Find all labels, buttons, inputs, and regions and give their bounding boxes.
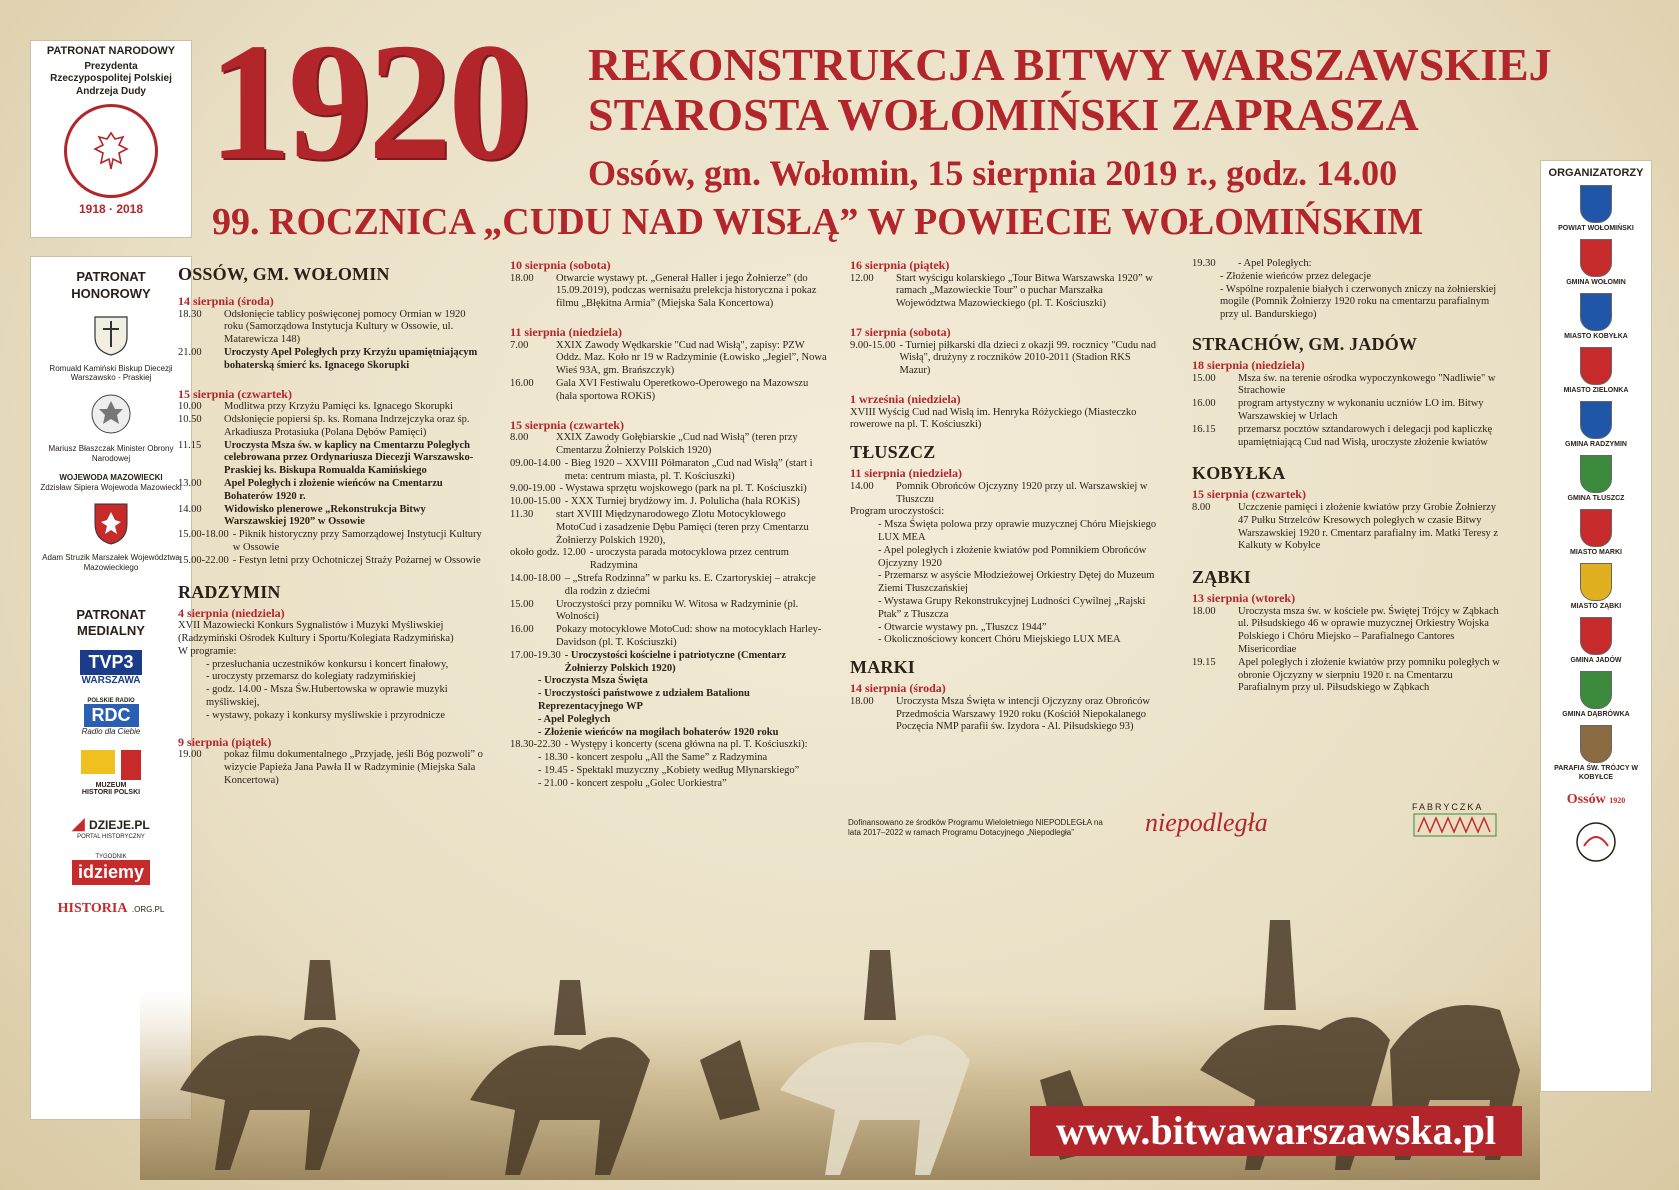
event-row (510, 739, 828, 752)
national-patronage-box (30, 40, 192, 238)
event-time: 18.00 (510, 272, 534, 284)
radzymin-text-1: XVII Mazowiecki Konkurs Sygnalistów i Muzyki Myśliwskiej (Radzymiński Ośrodek Kultury i Sportu/Kolegiata Radzymińska) (178, 620, 454, 644)
event-time: 09.00-14.00 (510, 457, 561, 469)
event-time: około godz. 12.00 (510, 547, 586, 559)
event-text: Apel Poległych i złożenie wieńców na Cmentarzu Bohaterów 1920 r. (224, 477, 443, 502)
date-heading: 18 sierpnia (niedziela) (1192, 357, 1305, 372)
organizer-name: GMINA DĄBRÓWKA (1562, 711, 1630, 719)
list-item: - Przemarsz w asyście Młodzieżowej Orkiestry Dętej do Muzeum Ziemi Tłuszczańskiej (878, 570, 1155, 595)
event-text: - Bieg 1920 – XXVIII Półmaraton „Cud nad Wisłą” (start i meta: centrum miasta, pl. T. Kościuszki) (564, 457, 813, 482)
event-row (178, 401, 484, 414)
media-patronage-title (31, 607, 191, 641)
event-text: - Piknik historyczny przy Samorządowej Instytucji Kultury w Ossowie (232, 529, 482, 553)
coat-of-arms-icon (1580, 617, 1612, 655)
organizer-item (1541, 725, 1651, 781)
event-row (850, 340, 1160, 378)
event-list (1192, 502, 1502, 553)
event-row (510, 496, 828, 509)
event-list (510, 739, 828, 752)
event-time: 18.30 (178, 308, 202, 320)
event-list (1192, 606, 1502, 696)
patronage-title: PATRONAT NARODOWY (46, 45, 176, 57)
date-heading: 4 sierpnia (niedziela) (178, 605, 285, 620)
patron-line-3: Andrzeja Dudy (75, 85, 146, 97)
organizer-name: GMINA WOŁOMIN (1566, 279, 1626, 287)
ceremony-list (510, 675, 828, 739)
event-row (178, 347, 484, 373)
organizer-item (1541, 185, 1651, 233)
event-text: - Uroczystości kościelne i patriotyczne (Cmentarz Żołnierzy Polskich 1920) (564, 649, 786, 674)
event-text: przemarsz pocztów sztandarowych i delegacji pod kapliczkę upamiętniającą Cud nad Wisłą, uroczyste złożenie kwiatów (1238, 423, 1493, 448)
coat-of-arms-icon (1580, 293, 1612, 331)
list-item: - 18.30 - koncert zespołu „All the Same” z Radzymina (538, 752, 768, 764)
patron-line-2: Rzeczypospolitej Polskiej (50, 73, 172, 85)
organizer-name: PARAFIA ŚW. TRÓJCY W KOBYŁCE (1554, 765, 1638, 781)
event-text: - Festyn letni przy Ochotniczej Straży Pożarnej w Ossowie (232, 554, 481, 566)
organizer-name: MIASTO ZĄBKI (1570, 603, 1622, 611)
date-heading: 1 września (niedziela) (850, 392, 961, 407)
event-text: Uroczystości przy pomniku W. Witosa w Radzyminie (pl. Wolności) (556, 598, 799, 623)
ossow-logo (1541, 792, 1651, 808)
schedule-column-1 (178, 258, 484, 788)
muzeum-p-icon (121, 750, 141, 780)
event-text: - Apel Poległych: (1238, 258, 1312, 269)
organizer-name: MIASTO MARKI (1570, 549, 1622, 557)
event-text: Modlitwa przy Krzyżu Pamięci ks. Ignacego Skorupki (224, 401, 453, 413)
event-list (510, 432, 828, 675)
media-title-1: PATRONAT (76, 606, 146, 622)
program-list (850, 519, 1160, 647)
event-row (510, 432, 828, 458)
organizer-item (1541, 671, 1651, 719)
event-text: - XXX Turniej brydżowy im. J. Polulicha (hala ROKiS) (564, 496, 800, 508)
list-item: - Złożenie wieńców na mogiłach bohaterów 1920 roku (538, 726, 779, 738)
diocese-coat-of-arms-icon (89, 311, 133, 357)
apel-list (1192, 271, 1502, 322)
ministry-defence-eagle-icon (89, 391, 133, 437)
event-text: Apel poległych i złożenie kwiatów przy pomniku poległych w obronie Ojczyzny w sierpniu 1920 r. na Cmentarzu Parafialnym przy ul. Piłsudskiego w Ząbkach (1238, 656, 1500, 694)
event-row (510, 624, 828, 650)
independence-centenary-seal (64, 104, 158, 198)
event-list (178, 401, 484, 567)
event-time: 10.00-15.00 (510, 496, 561, 508)
date-heading: 11 sierpnia (niedziela) (510, 325, 622, 340)
list-item: - Wspólne rozpalenie białych i czerwonych zniczy na żołnierskiej mogile (Pomnik Żołnierzy 1920 roku na cmentarzu parafialnym przy ul. Bandurskiego) (1220, 283, 1497, 321)
funding-note: Dofinansowano ze środków Programu Wieloletniego NIEPODLEGŁA na lata 2017–2022 w ramach Programu Dotacyjnego „Niepodległa” (848, 818, 1103, 838)
fabryczka-logo (1412, 802, 1498, 840)
radzymin-item: - wystawy, pokazy i konkursy myśliwskie i przyrodnicze (206, 709, 446, 721)
event-text: XXIX Zawody Gołębiarskie „Cud nad Wisłą” (teren przy Cmentarzu Żołnierzy Polskich 1920) (556, 432, 798, 457)
list-item: - Uroczystości państwowe z udziałem Batalionu Reprezentacyjnego WP (538, 688, 750, 712)
event-time: 19.30 (1192, 258, 1216, 269)
event-time: 8.00 (510, 432, 529, 444)
muzeum-mark-icon (81, 750, 115, 774)
event-list (178, 749, 484, 787)
event-text: Pomnik Obrońców Ojczyzny 1920 przy ul. Warszawskiej w Tłuszczu (896, 480, 1148, 505)
rdc-logo (31, 698, 191, 736)
event-time: 15.00 (510, 598, 534, 610)
fabryczka-text: FABRYCZKA (1412, 802, 1484, 812)
event-list (1192, 373, 1502, 450)
event-row (510, 573, 828, 599)
event-time: 14.00 (178, 503, 202, 515)
concert-list (510, 752, 828, 790)
event-text: - Występy i koncerty (scena główna na pl. T. Kościuszki): (564, 739, 808, 751)
coat-of-arms-icon (1580, 563, 1612, 601)
date-heading: 9 sierpnia (piątek) (178, 734, 272, 749)
event-row (178, 749, 484, 787)
event-list (1192, 258, 1502, 271)
title-line-2: STAROSTA WOŁOMIŃSKI ZAPRASZA (588, 88, 1419, 140)
fabryczka-pattern-icon (1412, 812, 1498, 838)
event-text: - Turniej piłkarski dla dzieci z okazji 99. rocznicy "Cudu nad Wisłą", drużyny z roczników 2010-2011 (Stadion RKS Mazur) (899, 339, 1157, 377)
event-row (1192, 502, 1502, 553)
date-heading: 11 sierpnia (niedziela) (850, 466, 962, 481)
date-heading: 15 sierpnia (czwartek) (510, 417, 624, 432)
event-text: Otwarcie wystawy pt. „Generał Haller i jego Żołnierze” (do 15.09.2019), podczas wernisażu prelekcja historyczna i pokaz filmu „Błękitna Armia” (Miejska Sala Koncertowa) (556, 272, 817, 310)
rdc-text: RDC (84, 704, 139, 727)
event-row (178, 529, 484, 555)
list-item: - 21.00 - koncert zespołu „Golec Uorkiestra” (538, 777, 727, 789)
event-text: Uczczenie pamięci i złożenie kwiatów przy Grobie Żołnierzy 47 Pułku Strzelców Kresowych poległych w czasie Bitwy Warszawskiej 1920 r. Cmentarz parafialny im. Matki Teresy z Kalkuty w Kobyłce (1238, 501, 1499, 552)
organizer-item (1541, 293, 1651, 341)
event-text: Uroczysty Apel Poległych przy Krzyżu upamiętniającym bohaterską śmierć ks. Ignacego Skorupki (224, 346, 478, 371)
ossow-text: Ossów (1566, 791, 1606, 807)
main-title (588, 40, 1552, 139)
section-radzymin: RADZYMIN (178, 581, 281, 602)
dzieje-sub: PORTAL HISTORYCZNY (77, 834, 145, 841)
event-row (510, 483, 828, 496)
section-ossow: OSSÓW, GM. WOŁOMIN (178, 264, 390, 284)
event-place-date: Ossów, gm. Wołomin, 15 sierpnia 2019 r., godz. 14.00 (588, 153, 1398, 193)
event-text: Odsłonięcie tablicy poświęconej pomocy Ormian w 1920 roku (Samorządowa Instytucja Kultury w Ossowie, ul. Matarewicza 148) (224, 308, 466, 346)
patron-line-1: Prezydenta (84, 60, 138, 72)
event-text: Pokazy motocyklowe MotoCud: show na motocyklach Harley-Davidson (pl. T. Kościuszki) (556, 624, 822, 648)
organizers-title: ORGANIZATORZY (1548, 167, 1644, 179)
organizer-name: GMINA JADÓW (1570, 657, 1622, 665)
event-time: 16.00 (1192, 398, 1216, 410)
event-row (1192, 373, 1502, 399)
radzymin-item: - godz. 14.00 - Msza Św.Hubertowska w oprawie muzyki myśliwskiej, (206, 684, 448, 708)
date-heading: 16 sierpnia (piątek) (850, 258, 950, 272)
event-row (510, 340, 828, 378)
date-heading: 14 sierpnia (środa) (178, 293, 274, 308)
radzymin-item: - przesłuchania uczestników konkursu i koncert finałowy, (206, 658, 449, 670)
event-time: 21.00 (178, 346, 202, 358)
organizer-item (1541, 401, 1651, 449)
bishop-caption: Romuald Kamiński Biskup Diecezji Warszawsko - Praskiej (49, 363, 173, 383)
event-row (178, 555, 484, 568)
dzieje-text: DZIEJE.PL (89, 818, 150, 833)
event-text: – „Strefa Rodzinna” w parku ks. E. Czartoryskiej – atrakcje dla rodzin z dziećmi (564, 573, 816, 597)
date-heading: 17 sierpnia (sobota) (850, 325, 951, 340)
date-heading: 13 sierpnia (wtorek) (1192, 591, 1296, 606)
event-text: Gala XVI Festiwalu Operetkowo-Operowego na Mazowszu (hala sportowa ROKiS) (556, 378, 809, 402)
historia-text: HISTORIA (57, 901, 128, 917)
event-text: pokaz filmu dokumentalnego „Przyjadę, jeśli Bóg pozwoli” o wizycie Papieża Jana Pawła II w Radzyminie (Miejska Sala Koncertowa) (224, 749, 483, 786)
event-time: 15.00-22.00 (178, 554, 229, 566)
event-list (850, 273, 1160, 311)
event-time: 19.15 (1192, 656, 1216, 668)
event-text: - Wystawa sprzętu wojskowego (park na pl. T. Kościuszki) (559, 483, 807, 495)
event-row (178, 309, 484, 347)
coat-of-arms-icon (1580, 239, 1612, 277)
mazovia-coat-of-arms-icon (89, 500, 133, 546)
list-item: - Msza Święta polowa przy oprawie muzycznej Chóru Miejskiego LUX MEA (878, 519, 1157, 544)
event-time: 14.00-18.00 (510, 573, 561, 585)
event-time: 9.00-19.00 (510, 483, 556, 495)
event-text: Start wyścigu kolarskiego „Tour Bitwa Warszawska 1920” w ramach „Mazowieckie Tour” o puchar Marszałka Województwa Mazowieckiego (pl. T. Kościuszki) (896, 272, 1153, 310)
event-time: 8.00 (1192, 501, 1211, 513)
eagle-icon (91, 129, 131, 173)
organizer-item (1541, 509, 1651, 557)
date-heading: 15 sierpnia (czwartek) (1192, 487, 1306, 502)
section-tluszcz: TŁUSZCZ (850, 442, 936, 463)
organizer-item (1541, 455, 1651, 503)
event-time: 14.00 (850, 480, 874, 492)
event-time: 10.00 (178, 401, 202, 413)
organizer-item (1541, 563, 1651, 611)
event-row (178, 440, 484, 478)
event-time: 16.00 (510, 378, 534, 390)
event-text: Odsłonięcie popiersi śp. ks. Romana Indrzejczyka oraz śp. Arkadiusza Protasiuka (Polana Dębów Pamięci) (224, 413, 470, 438)
historia-sub: .ORG.PL (131, 905, 165, 915)
event-row (510, 378, 828, 404)
radzymin-text-2: W programie: (178, 645, 237, 657)
event-row (510, 650, 828, 676)
organizer-name: GMINA TŁUSZCZ (1567, 495, 1625, 503)
event-row (1192, 398, 1502, 424)
date-heading: 10 sierpnia (sobota) (510, 258, 611, 272)
event-time: 7.00 (510, 339, 529, 351)
list-item: - Uroczysta Msza Święta (538, 675, 648, 687)
coat-of-arms-icon (1580, 185, 1612, 223)
event-row (1192, 424, 1502, 450)
muzeum-logo (31, 750, 191, 780)
organizer-name: MIASTO KOBYŁKA (1564, 333, 1628, 341)
section-strachow: STRACHÓW, GM. JADÓW (1192, 333, 1418, 354)
event-text: Widowisko plenerowe „Rekonstrukcja Bitwy Warszawskiej 1920” w Ossowie (224, 503, 426, 528)
event-text: XXIX Zawody Wędkarskie "Cud nad Wisłą", zapisy: PZW Oddz. Maz. Koło nr 19 w Radzyminie (Łowisko „Jegiel”, Nowa Wieś 93A, gm. Brańszczyk) (556, 339, 827, 377)
schedule-column-4 (1192, 258, 1502, 695)
event-row (850, 273, 1160, 311)
dzieje-logo: ◢ DZIEJE.PL PORTAL HISTORYCZNY (31, 814, 191, 840)
voivode-head: WOJEWODA MAZOWIECKI (59, 473, 163, 483)
organizer-item (1541, 239, 1651, 287)
event-row (850, 696, 1160, 734)
reconstruction-group-badge-icon (1574, 820, 1618, 864)
section-kobylka: KOBYŁKA (1192, 463, 1286, 484)
radzymin-item: - uroczysty przemarsz do kolegiaty radzymińskiej (206, 671, 416, 683)
list-item: - Otwarcie wystawy pn. „Tłuszcz 1944” (878, 621, 1047, 633)
event-list (510, 340, 828, 404)
tvp3-sub: WARSZAWA (81, 675, 141, 687)
honorary-patronage-title (31, 269, 191, 303)
centenary-years: 1918 · 2018 (78, 202, 144, 217)
event-row (178, 504, 484, 530)
organizers-sidebar (1540, 160, 1652, 1092)
event-time: 18.30-22.30 (510, 739, 561, 751)
event-text: start XVIII Międzynarodowego Zlotu Motocyklowego MotoCud i zasadzenie Dębu Pamięci (teren przy Cmentarzu Żołnierzy Polskich 1920), (556, 509, 809, 546)
coat-of-arms-icon (1580, 671, 1612, 709)
event-row (1192, 606, 1502, 657)
tvp3-logo (31, 650, 191, 686)
section-marki: MARKI (850, 657, 915, 678)
muzeum-text: MUZEUM HISTORII POLSKI (81, 782, 141, 797)
event-time: 9.00-15.00 (850, 339, 896, 351)
event-row (850, 481, 1160, 507)
event-text: Uroczysta Msza św. w kaplicy na Cmentarzu Poległych celebrowana przez Ordynariusza Diecezji Warszawsko-Praskiej ks. Biskupa Romualda Kamińskiego (224, 439, 474, 477)
schedule-column-2 (510, 258, 828, 791)
marshal-caption: Adam Struzik Marszałek Województwa Mazowieckiego (42, 553, 180, 572)
anniversary-title: 99. ROCZNICA „CUDU NAD WISŁĄ” W POWIECIE WOŁOMIŃSKIM (212, 201, 1424, 243)
idziemy-top: TYGODNIK (95, 854, 127, 861)
organizer-name: POWIAT WOŁOMIŃSKI (1558, 225, 1634, 232)
section-zabki: ZĄBKI (1192, 567, 1252, 588)
coat-of-arms-icon (1580, 509, 1612, 547)
event-row (1192, 258, 1502, 271)
list-item: - Wystawa Grupy Rekonstrukcyjnej Ludności Cywilnej „Rajski Ptak” z Tłuszcza (878, 596, 1146, 620)
event-time: 10.50 (178, 413, 202, 425)
event-row (178, 478, 484, 504)
list-item: - 19.45 - Spektakl muzyczny „Kobiety według Młynarskiego” (538, 764, 800, 776)
date-heading: 15 sierpnia (czwartek) (178, 386, 292, 401)
coat-of-arms-icon (1580, 347, 1612, 385)
honor-title-2: HONOROWY (71, 285, 151, 301)
event-time: 12.00 (850, 272, 874, 284)
organizer-name: MIASTO ZIELONKA (1563, 387, 1629, 395)
event-text: Uroczysta msza św. w kościele pw. Świętej Trójcy w Ząbkach ul. Piłsudskiego 46 w oprawie muzycznej Orkiestry Wojska Polskiego i Chóru Miejsko – Parafialnego Cantores Misericordiae (1238, 605, 1499, 656)
event-list (850, 696, 1160, 734)
event-text: - uroczysta parada motocyklowa przez centrum Radzymina (589, 547, 789, 572)
year-title: 1920 (208, 9, 528, 195)
event-row (510, 599, 828, 625)
event-time: 15.00-18.00 (178, 529, 229, 541)
program-label: Program uroczystości: (850, 506, 945, 518)
ossow-year: 1920 (1609, 795, 1626, 805)
organizer-item (1541, 617, 1651, 665)
coat-of-arms-icon (1580, 725, 1612, 763)
tvp3-text: TVP3 (80, 650, 141, 675)
honor-title-1: PATRONAT (76, 269, 146, 284)
list-item: - Złożenie wieńców przez delegacje (1220, 270, 1371, 282)
event-time: 15.00 (1192, 372, 1216, 384)
event-time: 16.15 (1192, 423, 1216, 435)
event-list (178, 309, 484, 373)
media-title-2: MEDIALNY (77, 623, 145, 639)
organizers-list (1541, 185, 1651, 782)
event-time: 13.00 (178, 477, 202, 489)
event-text: Uroczysta Msza Święta w intencji Ojczyzny oraz Obrońców Przedmościa Warszawy 1920 roku (Kościół Niepokalanego Poczęcia NMP parafii św. Izydora - Al. Piłsudskiego 93) (896, 695, 1150, 733)
event-list (510, 273, 828, 311)
event-time: 18.00 (1192, 605, 1216, 617)
event-row (510, 273, 828, 311)
list-item: - Okolicznościowy koncert Chóru Miejskiego LUX MEA (878, 634, 1121, 646)
organizer-item (1541, 347, 1651, 395)
event-time: 18.00 (850, 695, 874, 707)
event-text: program artystyczny w wykonaniu uczniów LO im. Bitwy Warszawskiej w Urlach (1238, 398, 1484, 422)
title-line-1: REKONSTRUKCJA BITWY WARSZAWSKIEJ (588, 39, 1552, 90)
event-row (178, 414, 484, 440)
event-row (510, 509, 828, 547)
list-item: - Apel Poległych (538, 713, 611, 725)
event-list (850, 340, 1160, 378)
event-time: 17.00-19.30 (510, 649, 561, 661)
minister-caption: Mariusz Błaszczak Minister Obrony Narodowej (48, 443, 174, 463)
coat-of-arms-icon (1580, 455, 1612, 493)
event-time: 16.00 (510, 624, 534, 636)
voivode-caption: Zdzisław Sipiera Wojewoda Mazowiecki (40, 482, 182, 492)
event-time: 11.30 (510, 509, 534, 521)
list-item: - Apel poległych i złożenie kwiatów pod Pomnikiem Obrońców Ojczyzny 1920 (878, 544, 1147, 569)
event-time: 11.15 (178, 439, 202, 451)
schedule-column-3 (850, 258, 1160, 734)
website-url-banner[interactable]: www.bitwawarszawska.pl (1030, 1106, 1522, 1156)
rdc-sub: Radio dla Ciebie (81, 727, 141, 737)
coat-of-arms-icon (1580, 401, 1612, 439)
event-row (510, 547, 828, 573)
event-row (510, 458, 828, 484)
date-heading: 14 sierpnia (środa) (850, 681, 946, 696)
rdc-top: POLSKIE RADIO (87, 698, 135, 705)
event-list (850, 481, 1160, 507)
niepodlegla-logo: niepodległa (1145, 808, 1268, 837)
event-text: Msza św. na terenie ośrodka wypoczynkowego "Nadliwie" w Strachowie (1238, 372, 1496, 397)
organizer-name: GMINA RADZYMIN (1565, 441, 1627, 449)
event-row (1192, 657, 1502, 695)
idziemy-text: idziemy (72, 860, 150, 885)
event-time: 19.00 (178, 749, 202, 761)
event-text: XVIII Wyścig Cud nad Wisłą im. Henryka Różyckiego (Miasteczko rowerowe na pl. T. Kościuszki) (850, 406, 1137, 431)
